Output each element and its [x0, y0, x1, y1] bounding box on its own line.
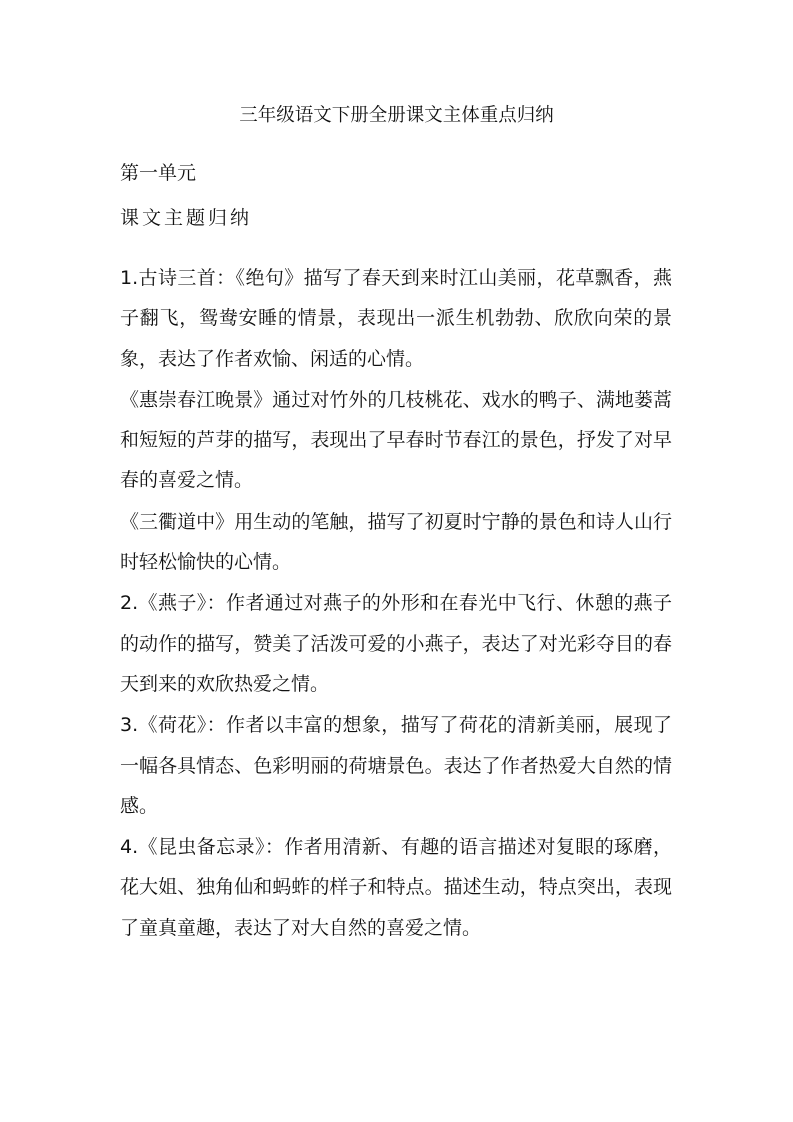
paragraph-lotus: 3.《荷花》：作者以丰富的想象，描写了荷花的清新美丽，展现了一幅各具情态、色彩明丽的荷塘景色。表达了作者热爱大自然的情感。 [120, 714, 672, 817]
unit-heading: 第一单元 [120, 162, 197, 184]
paragraph-sanqu-poem: 《三衢道中》用生动的笔触，描写了初夏时宁静的景色和诗人山行时轻松愉快的心情。 [120, 510, 672, 574]
paragraph-poems: 1.古诗三首：《绝句》描写了春天到来时江山美丽，花草飘香，燕子翻飞，鸳鸯安睡的情景，表现出一派生机勃勃、欣欣向荣的景象，表达了作者欢愉、闲适的心情。 [120, 267, 672, 370]
document-title: 三年级语文下册全册课文主体重点归纳 [239, 105, 554, 126]
paragraph-swallow: 2.《燕子》：作者通过对燕子的外形和在春光中飞行、休憩的燕子的动作的描写，赞美了活泼可爱的小燕子，表达了对光彩夺目的春天到来的欢欣热爱之情。 [120, 592, 672, 695]
section-heading: 课文主题归纳 [120, 207, 253, 229]
paragraph-huichong-poem: 《惠崇春江晚景》通过对竹外的几枝桃花、戏水的鸭子、满地蒌蒿和短短的芦芽的描写，表现出了早春时节春江的景色，抒发了对早春的喜爱之情。 [120, 388, 672, 492]
paragraph-insect-memo: 4.《昆虫备忘录》：作者用清新、有趣的语言描述对复眼的琢磨，花大姐、独角仙和蚂蚱的样子和特点。描述生动，特点突出，表现了童真童趣，表达了对大自然的喜爱之情。 [120, 836, 672, 939]
document-body [120, 258, 672, 948]
